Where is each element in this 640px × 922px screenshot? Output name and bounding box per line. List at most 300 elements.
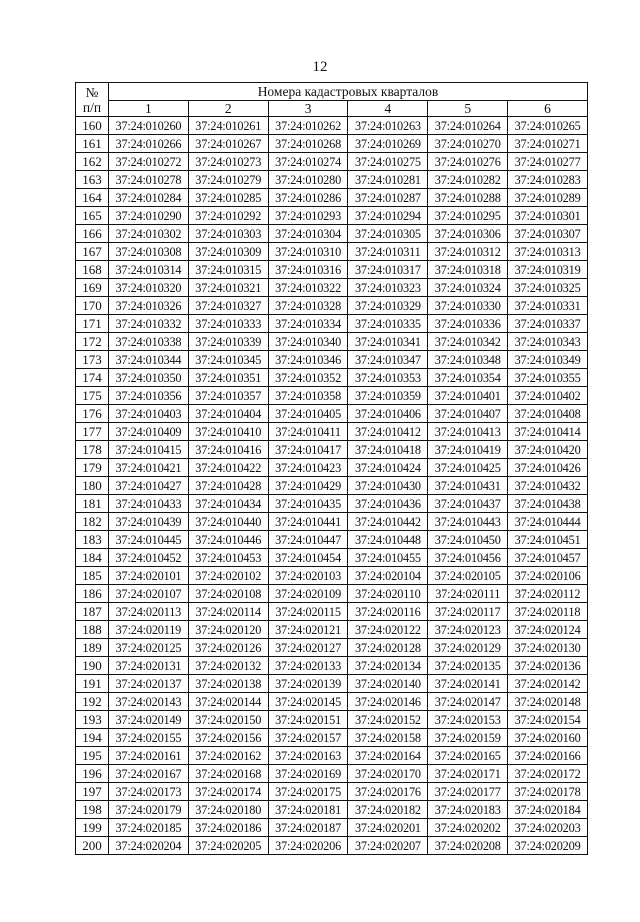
cadastral-number-cell: 37:24:020148	[508, 693, 588, 711]
cadastral-number-cell: 37:24:010301	[508, 207, 588, 225]
cadastral-number-cell: 37:24:020166	[508, 747, 588, 765]
table-row	[76, 225, 588, 243]
row-number-cell: 182	[76, 513, 109, 531]
row-number-cell: 191	[76, 675, 109, 693]
header-row-columns	[76, 101, 588, 117]
cadastral-number-cell: 37:24:010328	[268, 297, 348, 315]
table-row	[76, 585, 588, 603]
cadastral-number-cell: 37:24:010336	[428, 315, 508, 333]
row-number-cell: 196	[76, 765, 109, 783]
cadastral-number-cell: 37:24:010402	[508, 387, 588, 405]
cadastral-number-cell: 37:24:010444	[508, 513, 588, 531]
cadastral-number-cell: 37:24:010334	[268, 315, 348, 333]
row-number-cell: 168	[76, 261, 109, 279]
column-header: 5	[428, 101, 508, 117]
table-row	[76, 315, 588, 333]
row-number-cell: 188	[76, 621, 109, 639]
cadastral-number-cell: 37:24:020168	[188, 765, 268, 783]
table-row	[76, 657, 588, 675]
row-number-cell: 195	[76, 747, 109, 765]
cadastral-quarters-table	[75, 82, 588, 855]
cadastral-number-cell: 37:24:020105	[428, 567, 508, 585]
table-row	[76, 189, 588, 207]
cadastral-number-cell: 37:24:010288	[428, 189, 508, 207]
cadastral-number-cell: 37:24:020106	[508, 567, 588, 585]
cadastral-number-cell: 37:24:020122	[348, 621, 428, 639]
cadastral-number-cell: 37:24:010426	[508, 459, 588, 477]
cadastral-number-cell: 37:24:020163	[268, 747, 348, 765]
cadastral-number-cell: 37:24:010265	[508, 117, 588, 135]
table-row	[76, 621, 588, 639]
cadastral-number-cell: 37:24:020114	[188, 603, 268, 621]
cadastral-number-cell: 37:24:020137	[109, 675, 189, 693]
table-row	[76, 243, 588, 261]
cadastral-number-cell: 37:24:020185	[109, 819, 189, 837]
cadastral-number-cell: 37:24:020165	[428, 747, 508, 765]
cadastral-number-cell: 37:24:020118	[508, 603, 588, 621]
cadastral-number-cell: 37:24:010404	[188, 405, 268, 423]
cadastral-number-cell: 37:24:010415	[109, 441, 189, 459]
cadastral-number-cell: 37:24:010264	[428, 117, 508, 135]
cadastral-number-cell: 37:24:010262	[268, 117, 348, 135]
cadastral-number-cell: 37:24:010448	[348, 531, 428, 549]
cadastral-number-cell: 37:24:020187	[268, 819, 348, 837]
row-number-cell: 199	[76, 819, 109, 837]
cadastral-number-cell: 37:24:020149	[109, 711, 189, 729]
cadastral-number-cell: 37:24:020161	[109, 747, 189, 765]
cadastral-number-cell: 37:24:010420	[508, 441, 588, 459]
cadastral-number-cell: 37:24:010436	[348, 495, 428, 513]
cadastral-number-cell: 37:24:010306	[428, 225, 508, 243]
table-body	[76, 117, 588, 855]
cadastral-number-cell: 37:24:010303	[188, 225, 268, 243]
cadastral-number-cell: 37:24:020123	[428, 621, 508, 639]
table-row	[76, 603, 588, 621]
cadastral-number-cell: 37:24:020140	[348, 675, 428, 693]
row-number-cell: 177	[76, 423, 109, 441]
cadastral-number-cell: 37:24:010433	[109, 495, 189, 513]
table-row	[76, 369, 588, 387]
cadastral-number-cell: 37:24:010281	[348, 171, 428, 189]
cadastral-number-cell: 37:24:010309	[188, 243, 268, 261]
cadastral-number-cell: 37:24:020173	[109, 783, 189, 801]
row-number-cell: 171	[76, 315, 109, 333]
table-row	[76, 639, 588, 657]
cadastral-number-cell: 37:24:010322	[268, 279, 348, 297]
cadastral-number-cell: 37:24:010326	[109, 297, 189, 315]
row-number-cell: 189	[76, 639, 109, 657]
cadastral-number-cell: 37:24:010437	[428, 495, 508, 513]
cadastral-number-cell: 37:24:010412	[348, 423, 428, 441]
cadastral-number-cell: 37:24:010359	[348, 387, 428, 405]
cadastral-number-cell: 37:24:010260	[109, 117, 189, 135]
cadastral-number-cell: 37:24:010347	[348, 351, 428, 369]
cadastral-number-cell: 37:24:010442	[348, 513, 428, 531]
cadastral-number-cell: 37:24:010273	[188, 153, 268, 171]
cadastral-number-cell: 37:24:020169	[268, 765, 348, 783]
cadastral-number-cell: 37:24:010317	[348, 261, 428, 279]
cadastral-number-cell: 37:24:010338	[109, 333, 189, 351]
cadastral-number-cell: 37:24:010416	[188, 441, 268, 459]
cadastral-number-cell: 37:24:020175	[268, 783, 348, 801]
cadastral-number-cell: 37:24:010343	[508, 333, 588, 351]
row-number-cell: 200	[76, 837, 109, 855]
cadastral-number-cell: 37:24:020205	[188, 837, 268, 855]
cadastral-number-cell: 37:24:010271	[508, 135, 588, 153]
cadastral-number-cell: 37:24:020201	[348, 819, 428, 837]
cadastral-number-cell: 37:24:020178	[508, 783, 588, 801]
cadastral-number-cell: 37:24:010325	[508, 279, 588, 297]
cadastral-number-cell: 37:24:010323	[348, 279, 428, 297]
cadastral-number-cell: 37:24:010349	[508, 351, 588, 369]
cadastral-number-cell: 37:24:010401	[428, 387, 508, 405]
cadastral-number-cell: 37:24:020113	[109, 603, 189, 621]
cadastral-number-cell: 37:24:020146	[348, 693, 428, 711]
cadastral-number-cell: 37:24:010429	[268, 477, 348, 495]
cadastral-number-cell: 37:24:020157	[268, 729, 348, 747]
cadastral-number-cell: 37:24:020143	[109, 693, 189, 711]
row-number-cell: 193	[76, 711, 109, 729]
cadastral-number-cell: 37:24:010417	[268, 441, 348, 459]
cadastral-number-cell: 37:24:010432	[508, 477, 588, 495]
cadastral-number-cell: 37:24:010438	[508, 495, 588, 513]
cadastral-number-cell: 37:24:010345	[188, 351, 268, 369]
cadastral-number-cell: 37:24:010333	[188, 315, 268, 333]
cadastral-number-cell: 37:24:020207	[348, 837, 428, 855]
cadastral-number-cell: 37:24:010446	[188, 531, 268, 549]
cadastral-number-cell: 37:24:010431	[428, 477, 508, 495]
cadastral-number-cell: 37:24:010341	[348, 333, 428, 351]
cadastral-number-cell: 37:24:020116	[348, 603, 428, 621]
table-row	[76, 837, 588, 855]
table-row	[76, 459, 588, 477]
cadastral-number-cell: 37:24:010414	[508, 423, 588, 441]
row-number-cell: 172	[76, 333, 109, 351]
cadastral-number-cell: 37:24:010454	[268, 549, 348, 567]
cadastral-number-cell: 37:24:010284	[109, 189, 189, 207]
cadastral-number-cell: 37:24:010331	[508, 297, 588, 315]
row-number-cell: 169	[76, 279, 109, 297]
cadastral-number-cell: 37:24:010409	[109, 423, 189, 441]
cadastral-number-cell: 37:24:020204	[109, 837, 189, 855]
cadastral-number-cell: 37:24:010305	[348, 225, 428, 243]
row-number-cell: 170	[76, 297, 109, 315]
cadastral-number-cell: 37:24:010324	[428, 279, 508, 297]
cadastral-number-cell: 37:24:020142	[508, 675, 588, 693]
cadastral-number-cell: 37:24:010355	[508, 369, 588, 387]
cadastral-number-cell: 37:24:020130	[508, 639, 588, 657]
cadastral-number-cell: 37:24:010441	[268, 513, 348, 531]
cadastral-number-cell: 37:24:010408	[508, 405, 588, 423]
cadastral-number-cell: 37:24:020136	[508, 657, 588, 675]
cadastral-number-cell: 37:24:020117	[428, 603, 508, 621]
cadastral-number-cell: 37:24:010308	[109, 243, 189, 261]
cadastral-number-cell: 37:24:010342	[428, 333, 508, 351]
row-number-cell: 162	[76, 153, 109, 171]
cadastral-number-cell: 37:24:010292	[188, 207, 268, 225]
table-row	[76, 477, 588, 495]
cadastral-number-cell: 37:24:010312	[428, 243, 508, 261]
table-row	[76, 261, 588, 279]
table-row	[76, 711, 588, 729]
cadastral-number-cell: 37:24:010279	[188, 171, 268, 189]
cadastral-number-cell: 37:24:010419	[428, 441, 508, 459]
cadastral-number-cell: 37:24:010307	[508, 225, 588, 243]
row-number-cell: 179	[76, 459, 109, 477]
row-number-cell: 174	[76, 369, 109, 387]
table-row	[76, 351, 588, 369]
cadastral-number-cell: 37:24:010411	[268, 423, 348, 441]
table-row	[76, 729, 588, 747]
cadastral-number-cell: 37:24:020153	[428, 711, 508, 729]
row-number-cell: 194	[76, 729, 109, 747]
cadastral-number-cell: 37:24:010332	[109, 315, 189, 333]
row-number-cell: 187	[76, 603, 109, 621]
row-number-cell: 163	[76, 171, 109, 189]
cadastral-number-cell: 37:24:010329	[348, 297, 428, 315]
cadastral-number-cell: 37:24:010302	[109, 225, 189, 243]
cadastral-number-cell: 37:24:020112	[508, 585, 588, 603]
table-row	[76, 387, 588, 405]
cadastral-number-cell: 37:24:020158	[348, 729, 428, 747]
cadastral-number-cell: 37:24:010356	[109, 387, 189, 405]
cadastral-number-cell: 37:24:010418	[348, 441, 428, 459]
cadastral-number-cell: 37:24:020184	[508, 801, 588, 819]
cadastral-number-cell: 37:24:010272	[109, 153, 189, 171]
cadastral-number-cell: 37:24:020160	[508, 729, 588, 747]
cadastral-number-cell: 37:24:020171	[428, 765, 508, 783]
cadastral-number-cell: 37:24:020104	[348, 567, 428, 585]
header-row-top	[76, 83, 588, 101]
row-number-cell: 176	[76, 405, 109, 423]
cadastral-number-cell: 37:24:010457	[508, 549, 588, 567]
cadastral-number-cell: 37:24:010351	[188, 369, 268, 387]
row-number-cell: 180	[76, 477, 109, 495]
cadastral-number-cell: 37:24:010275	[348, 153, 428, 171]
cadastral-number-cell: 37:24:020147	[428, 693, 508, 711]
cadastral-number-cell: 37:24:020102	[188, 567, 268, 585]
table-row	[76, 279, 588, 297]
row-number-cell: 175	[76, 387, 109, 405]
table-row	[76, 549, 588, 567]
cadastral-number-cell: 37:24:010327	[188, 297, 268, 315]
row-number-cell: 184	[76, 549, 109, 567]
cadastral-number-cell: 37:24:020167	[109, 765, 189, 783]
row-number-cell: 183	[76, 531, 109, 549]
table-row	[76, 495, 588, 513]
cadastral-number-cell: 37:24:020156	[188, 729, 268, 747]
cadastral-number-cell: 37:24:010339	[188, 333, 268, 351]
cadastral-number-cell: 37:24:020182	[348, 801, 428, 819]
cadastral-number-cell: 37:24:020159	[428, 729, 508, 747]
cadastral-number-cell: 37:24:010285	[188, 189, 268, 207]
row-number-header	[76, 83, 109, 117]
row-number-cell: 197	[76, 783, 109, 801]
cadastral-number-cell: 37:24:010282	[428, 171, 508, 189]
table-row	[76, 783, 588, 801]
cadastral-number-cell: 37:24:010455	[348, 549, 428, 567]
table-row	[76, 441, 588, 459]
cadastral-number-cell: 37:24:020128	[348, 639, 428, 657]
cadastral-number-cell: 37:24:020110	[348, 585, 428, 603]
table-row	[76, 135, 588, 153]
cadastral-number-cell: 37:24:010270	[428, 135, 508, 153]
row-number-cell: 192	[76, 693, 109, 711]
cadastral-number-cell: 37:24:010290	[109, 207, 189, 225]
cadastral-number-cell: 37:24:010294	[348, 207, 428, 225]
cadastral-number-cell: 37:24:010425	[428, 459, 508, 477]
cadastral-number-cell: 37:24:020155	[109, 729, 189, 747]
cadastral-number-cell: 37:24:010311	[348, 243, 428, 261]
cadastral-number-cell: 37:24:020151	[268, 711, 348, 729]
cadastral-number-cell: 37:24:010316	[268, 261, 348, 279]
table-row	[76, 765, 588, 783]
cadastral-number-cell: 37:24:010280	[268, 171, 348, 189]
table-row	[76, 801, 588, 819]
cadastral-number-cell: 37:24:020154	[508, 711, 588, 729]
row-number-cell: 161	[76, 135, 109, 153]
cadastral-number-cell: 37:24:010456	[428, 549, 508, 567]
cadastral-number-cell: 37:24:020176	[348, 783, 428, 801]
row-number-cell: 160	[76, 117, 109, 135]
cadastral-number-cell: 37:24:020124	[508, 621, 588, 639]
cadastral-number-cell: 37:24:020181	[268, 801, 348, 819]
cadastral-number-cell: 37:24:010440	[188, 513, 268, 531]
row-number-cell: 166	[76, 225, 109, 243]
cadastral-number-cell: 37:24:010268	[268, 135, 348, 153]
table-row	[76, 405, 588, 423]
cadastral-number-cell: 37:24:010421	[109, 459, 189, 477]
cadastral-number-cell: 37:24:010354	[428, 369, 508, 387]
cadastral-number-cell: 37:24:010320	[109, 279, 189, 297]
cadastral-number-cell: 37:24:020186	[188, 819, 268, 837]
cadastral-number-cell: 37:24:010286	[268, 189, 348, 207]
cadastral-number-cell: 37:24:010313	[508, 243, 588, 261]
table-row	[76, 297, 588, 315]
cadastral-number-cell: 37:24:020180	[188, 801, 268, 819]
cadastral-number-cell: 37:24:020150	[188, 711, 268, 729]
table-row	[76, 423, 588, 441]
row-number-cell: 185	[76, 567, 109, 585]
cadastral-number-cell: 37:24:010439	[109, 513, 189, 531]
table-row	[76, 513, 588, 531]
cadastral-number-cell: 37:24:020125	[109, 639, 189, 657]
cadastral-number-cell: 37:24:010344	[109, 351, 189, 369]
row-number-cell: 186	[76, 585, 109, 603]
table-header	[76, 83, 588, 117]
table-row	[76, 747, 588, 765]
cadastral-number-cell: 37:24:020183	[428, 801, 508, 819]
row-number-cell: 165	[76, 207, 109, 225]
cadastral-number-cell: 37:24:010261	[188, 117, 268, 135]
cadastral-number-cell: 37:24:010435	[268, 495, 348, 513]
cadastral-number-cell: 37:24:020115	[268, 603, 348, 621]
cadastral-number-cell: 37:24:020145	[268, 693, 348, 711]
cadastral-number-cell: 37:24:010314	[109, 261, 189, 279]
cadastral-number-cell: 37:24:020179	[109, 801, 189, 819]
cadastral-number-cell: 37:24:020139	[268, 675, 348, 693]
table-row	[76, 153, 588, 171]
cadastral-number-cell: 37:24:010452	[109, 549, 189, 567]
cadastral-number-cell: 37:24:020144	[188, 693, 268, 711]
cadastral-number-cell: 37:24:010453	[188, 549, 268, 567]
cadastral-number-cell: 37:24:020170	[348, 765, 428, 783]
cadastral-number-cell: 37:24:010266	[109, 135, 189, 153]
page-number: 12	[312, 59, 328, 75]
cadastral-number-cell: 37:24:020132	[188, 657, 268, 675]
cadastral-number-cell: 37:24:010450	[428, 531, 508, 549]
cadastral-number-cell: 37:24:010422	[188, 459, 268, 477]
cadastral-number-cell: 37:24:020164	[348, 747, 428, 765]
cadastral-number-cell: 37:24:010267	[188, 135, 268, 153]
cadastral-number-cell: 37:24:010346	[268, 351, 348, 369]
cadastral-number-cell: 37:24:020131	[109, 657, 189, 675]
cadastral-number-cell: 37:24:010451	[508, 531, 588, 549]
cadastral-number-cell: 37:24:010410	[188, 423, 268, 441]
cadastral-number-cell: 37:24:020177	[428, 783, 508, 801]
cadastral-number-cell: 37:24:010274	[268, 153, 348, 171]
cadastral-number-cell: 37:24:010277	[508, 153, 588, 171]
cadastral-number-cell: 37:24:020126	[188, 639, 268, 657]
cadastral-number-cell: 37:24:020202	[428, 819, 508, 837]
cadastral-number-cell: 37:24:020111	[428, 585, 508, 603]
cadastral-number-cell: 37:24:020120	[188, 621, 268, 639]
cadastral-number-cell: 37:24:010407	[428, 405, 508, 423]
cadastral-number-cell: 37:24:010287	[348, 189, 428, 207]
cadastral-number-cell: 37:24:010428	[188, 477, 268, 495]
cadastral-number-cell: 37:24:010318	[428, 261, 508, 279]
cadastral-number-cell: 37:24:020206	[268, 837, 348, 855]
cadastral-number-cell: 37:24:010340	[268, 333, 348, 351]
item-abbrev: п/п	[82, 99, 102, 115]
cadastral-number-cell: 37:24:010423	[268, 459, 348, 477]
cadastral-number-cell: 37:24:010278	[109, 171, 189, 189]
cadastral-number-cell: 37:24:020208	[428, 837, 508, 855]
cadastral-number-cell: 37:24:010310	[268, 243, 348, 261]
table-row	[76, 693, 588, 711]
cadastral-number-cell: 37:24:020101	[109, 567, 189, 585]
cadastral-number-cell: 37:24:010430	[348, 477, 428, 495]
cadastral-number-cell: 37:24:010348	[428, 351, 508, 369]
cadastral-number-cell: 37:24:020172	[508, 765, 588, 783]
cadastral-number-cell: 37:24:010413	[428, 423, 508, 441]
cadastral-number-cell: 37:24:010295	[428, 207, 508, 225]
cadastral-number-cell: 37:24:020119	[109, 621, 189, 639]
cadastral-number-cell: 37:24:020134	[348, 657, 428, 675]
cadastral-number-cell: 37:24:010406	[348, 405, 428, 423]
group-title-header: Номера кадастровых кварталов	[109, 83, 588, 101]
cadastral-number-cell: 37:24:020109	[268, 585, 348, 603]
table-row	[76, 207, 588, 225]
cadastral-number-cell: 37:24:020108	[188, 585, 268, 603]
cadastral-number-cell: 37:24:010319	[508, 261, 588, 279]
cadastral-number-cell: 37:24:010330	[428, 297, 508, 315]
cadastral-number-cell: 37:24:020141	[428, 675, 508, 693]
table-row	[76, 567, 588, 585]
cadastral-number-cell: 37:24:010405	[268, 405, 348, 423]
cadastral-number-cell: 37:24:020121	[268, 621, 348, 639]
cadastral-number-cell: 37:24:020203	[508, 819, 588, 837]
row-number-cell: 164	[76, 189, 109, 207]
row-number-cell: 198	[76, 801, 109, 819]
cadastral-number-cell: 37:24:010321	[188, 279, 268, 297]
cadastral-number-cell: 37:24:020135	[428, 657, 508, 675]
cadastral-number-cell: 37:24:020103	[268, 567, 348, 585]
cadastral-number-cell: 37:24:020209	[508, 837, 588, 855]
table-row	[76, 117, 588, 135]
cadastral-number-cell: 37:24:010335	[348, 315, 428, 333]
table-row	[76, 531, 588, 549]
